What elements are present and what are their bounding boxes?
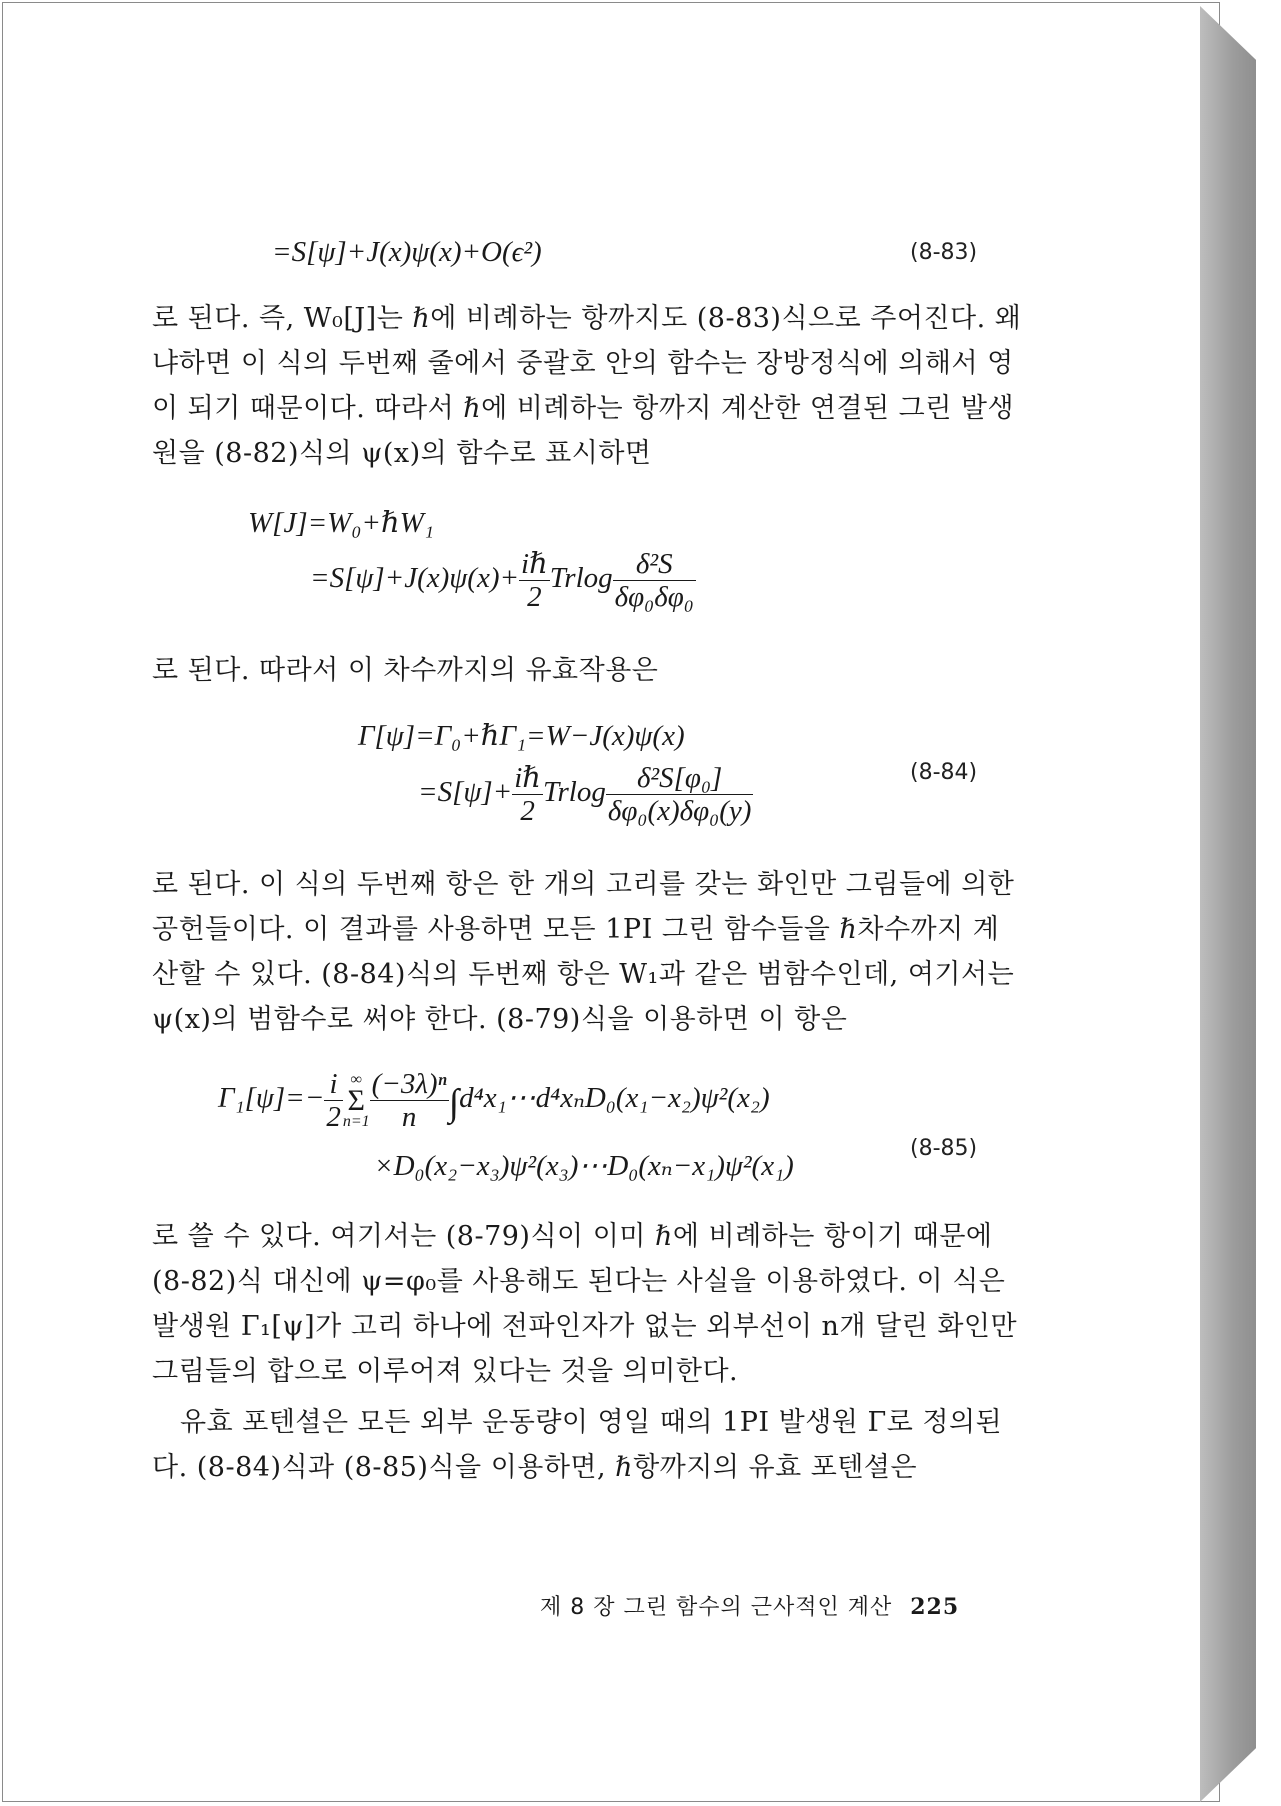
equation-number: (8-85) xyxy=(910,1136,978,1161)
equation-8-83 xyxy=(272,236,542,269)
equation-W-line1: W[J]=W₀+ℏW₁ xyxy=(248,507,434,539)
fraction: $\frac{\text{δ²S}}{\text{δφ₀δφ₀}}$ xyxy=(614,548,694,613)
equation-W-line2: =S[ψ]+J(x)ψ(x)+ $\frac{\text{iℏ}}{2}$ Trlog $\frac{\text{δ²S}}{\text{δφ₀δφ₀}}$ xyxy=(310,548,694,613)
chapter-title: 제 8 장 그린 함수의 근사적인 계산 xyxy=(540,1595,893,1620)
fraction: $\frac{\text{iℏ}}{2}$ xyxy=(514,762,541,827)
paragraph: 로 된다. 이 식의 두번째 항은 한 개의 고리를 갖는 화인만 그림들에 의한 공헌들이다. 이 결과를 사용하면 모든 1PI 그린 함수들을 ℏ차수까지 계산할 수 있다. (8-84)식의 두번째 항은 W₁과 같은 범함수인데, 여기서는 ψ(x)의 범함수로 써야 한다. (8-79)식을 이용하면 이 항은 xyxy=(152,869,1015,1035)
equation-expression: =S[ψ]+J(x)ψ(x)+O(ϵ²) xyxy=(272,236,542,268)
fraction: $\frac{i}{2}$ xyxy=(326,1068,341,1133)
equation-8-84-line1: Γ[ψ]=Γ₀+ℏΓ₁=W−J(x)ψ(x) xyxy=(358,720,685,752)
paragraph: 로 된다. 즉, W₀[J]는 ℏ에 비례하는 항까지도 (8-83)식으로 주어진다. 왜냐하면 이 식의 두번째 줄에서 중괄호 안의 함수는 장방정식에 의해서 영이 되기 때문이다. 따라서 ℏ에 비례하는 항까지 계산한 연결된 그린 발생원을 (8-82)식의 ψ(x)의 함수로 표시하면 xyxy=(152,303,1022,469)
page-number: 225 xyxy=(910,1594,960,1620)
fraction: $\frac{\text{(−3λ)ⁿ}}{n}$ xyxy=(371,1068,447,1133)
fraction: $\frac{\text{δ²S[φ₀]}}{\text{δφ₀(x)δφ₀(y)}}$ xyxy=(607,762,752,827)
fraction: $\frac{\text{iℏ}}{2}$ xyxy=(521,548,548,613)
equation-8-85-line2: ×D₀(x₂−x₃)ψ²(x₃)⋯D₀(xₙ−x₁)ψ²(x₁) xyxy=(374,1150,794,1182)
page-footer xyxy=(540,1590,959,1621)
paragraph: 유효 포텐셜은 모든 외부 운동량이 영일 때의 1PI 발생원 Γ로 정의된다. (8-84)식과 (8-85)식을 이용하면, ℏ항까지의 유효 포텐셜은 xyxy=(152,1407,1003,1483)
paragraph: 로 된다. 따라서 이 차수까지의 유효작용은 xyxy=(152,655,659,686)
summation: ∞ Σ n=1 xyxy=(342,1070,370,1130)
equation-number: (8-83) xyxy=(910,240,978,265)
page-edge-shadow xyxy=(1200,6,1256,1802)
equation-number: (8-84) xyxy=(910,760,978,785)
equation-8-84-line2: =S[ψ]+ $\frac{\text{iℏ}}{2}$ Trlog $\frac{\text{δ²S[φ₀]}}{\text{δφ₀(x)δφ₀(y)}}$ xyxy=(418,762,752,827)
paragraph: 로 쓸 수 있다. 여기서는 (8-79)식이 이미 ℏ에 비례하는 항이기 때문에 (8-82)식 대신에 ψ=φ₀를 사용해도 된다는 사실을 이용하였다. 이 식은 발생원 Γ₁[ψ]가 고리 하나에 전파인자가 없는 외부선이 n개 달린 화인만 그림들의 합으로 이루어져 있다는 것을 의미한다. xyxy=(152,1221,1018,1387)
equation-8-85-line1: Γ₁[ψ]=− $\frac{i}{2}$ ∞ Σ n=1 $\frac{\text{(−3λ)ⁿ}}{n}$ ∫d⁴x₁⋯d⁴xₙD₀(x₁−x₂)ψ²(x₂) xyxy=(218,1068,770,1133)
